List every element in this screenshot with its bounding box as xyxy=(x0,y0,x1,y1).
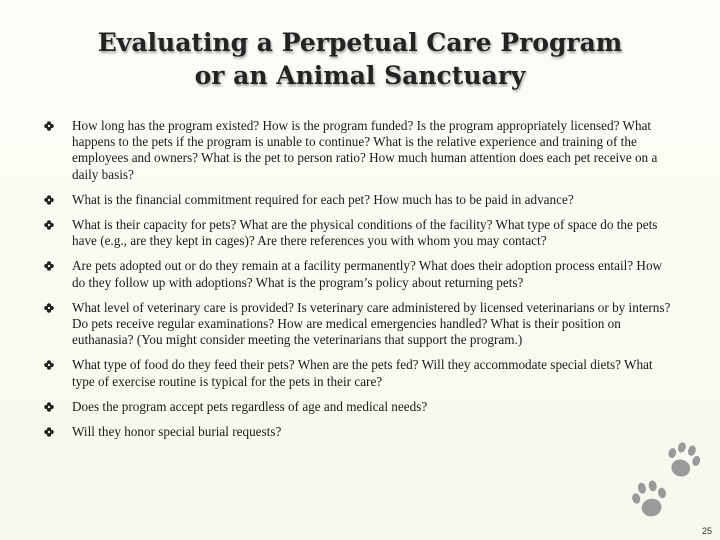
title-line-1: Evaluating a Perpetual Care Program xyxy=(97,28,623,57)
bullet-text: What is their capacity for pets? What are the physical conditions of the facility? What type of space do the pets have (e.g., are they kept in cages)? Are there references you with whom you may contact? xyxy=(72,217,658,249)
bullet-item xyxy=(44,357,676,389)
diamond-clover-bullet-icon xyxy=(44,360,54,370)
diamond-clover-bullet-icon xyxy=(44,121,54,131)
diamond-clover-bullet-icon xyxy=(44,427,54,437)
bullet-text: Does the program accept pets regardless of age and medical needs? xyxy=(72,398,428,414)
diamond-clover-bullet-icon xyxy=(44,402,54,412)
bullet-text: What type of food do they feed their pets? When are the pets fed? Will they accommodate special diets? What type of exercise routine is typical for the pets in their care? xyxy=(72,357,653,389)
bullet-text: How long has the program existed? How is the program funded? Is the program appropriately licensed? What happens to the pets if the program is unable to continue? What is the relative experience and training of the employees and owners? What is the pet to person ratio? How much human attention does each pet receive on a daily basis? xyxy=(72,118,658,182)
bullet-item xyxy=(44,424,676,440)
bullet-item xyxy=(44,217,676,249)
slide-title xyxy=(0,26,720,92)
bullet-list xyxy=(44,118,676,449)
title-line-2: or an Animal Sanctuary xyxy=(194,61,526,90)
bullet-item xyxy=(44,192,676,208)
bullet-text: Are pets adopted out or do they remain at a facility permanently? What does their adoption process entail? How do they follow up with adoptions? What is the program’s policy about returning pets? xyxy=(72,258,663,290)
diamond-clover-bullet-icon xyxy=(44,303,54,313)
bullet-item xyxy=(44,300,676,349)
bullet-text: What level of veterinary care is provided? Is veterinary care administered by licensed veterinarians or by interns? Do pets receive regular examinations? How are medical emergencies handled? What is their position on euthanasia? (You might consider meeting the veterinarians that support the program.) xyxy=(72,299,671,348)
bullet-text: What is the financial commitment required for each pet? How much has to be paid in advance? xyxy=(72,191,574,207)
diamond-clover-bullet-icon xyxy=(44,261,54,271)
diamond-clover-bullet-icon xyxy=(44,220,54,230)
paw-print-icon xyxy=(624,474,676,526)
page-number: 25 xyxy=(701,526,712,536)
bullet-text: Will they honor special burial requests? xyxy=(72,424,282,440)
bullet-item xyxy=(44,258,676,290)
bullet-item xyxy=(44,399,676,415)
diamond-clover-bullet-icon xyxy=(44,195,54,205)
bullet-item xyxy=(44,118,676,183)
